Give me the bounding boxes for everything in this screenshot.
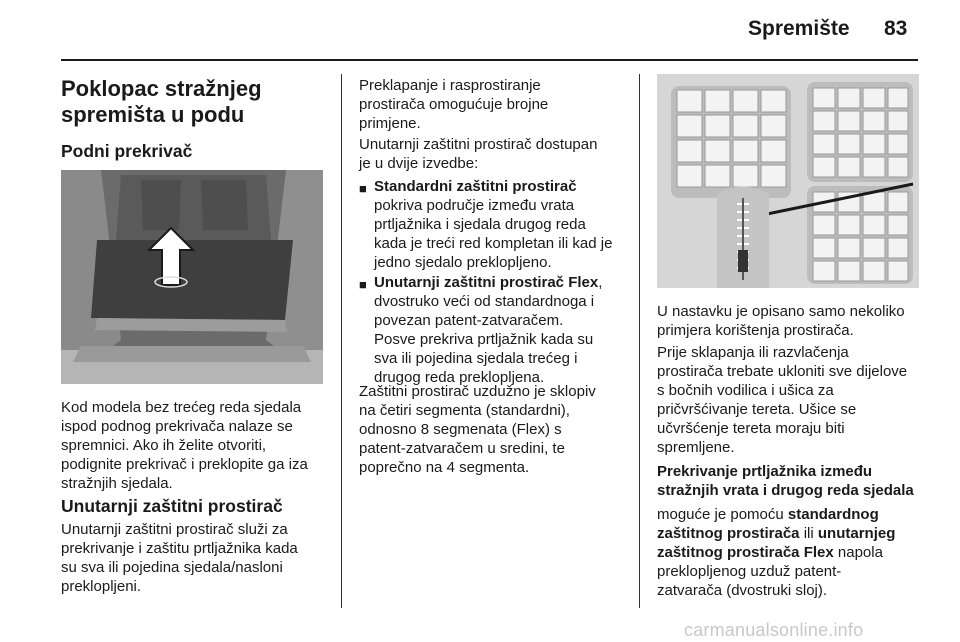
watermark: carmanualsonline.info	[684, 620, 864, 640]
paragraph-inner-mat: Unutarnji zaštitni prostirač služi za prekrivanje i zaštitu prtljažnika kada su sva ili pojedina sjedala/nasloni preklopljeni.	[61, 521, 298, 595]
paragraph-covering: moguće je pomoću standardnog zaštitnog prostirača ili unutarnjeg zaštitnog prostirača Flex napola preklopljenog uzduž patent- zatvarača (dvostruki sloj).	[657, 506, 896, 599]
mat-segments-illustration	[657, 74, 919, 288]
bold-heading-covering: Prekrivanje prtljažnika između stražnjih vrata i drugog reda sjedala	[657, 463, 914, 499]
section-heading: Poklopac stražnjeg spremišta u podu	[61, 76, 262, 127]
page-section-title: Spremište	[748, 17, 850, 40]
paragraph-versions: Unutarnji zaštitni prostirač dostupan je u dvije izvedbe:	[359, 136, 598, 172]
trunk-floor-photo	[61, 170, 323, 384]
subheading-floor-cover: Podni prekrivač	[61, 141, 193, 161]
paragraph-segments: Zaštitni prostirač uzdužno je sklopiv na četiri segmenta (standardni), odnosno 8 segmenata (Flex) s patent-zatvaračem u sredini, te poprečno na 4 segmenta.	[359, 383, 596, 476]
subheading-inner-mat: Unutarnji zaštitni prostirač	[61, 496, 283, 516]
bullet-symbol: ■	[359, 277, 367, 292]
bullet-symbol: ■	[359, 181, 367, 196]
column-divider-2	[639, 74, 640, 608]
column-divider-1	[341, 74, 342, 608]
bullet-flex-mat: ■ Unutarnji zaštitni prostirač Flex, dvostruko veći od standardnoga i povezan patent-zatvaračem. Posve prekriva prtljažnik kada su sva ili pojedina sjedala trećeg i drugog reda preklopljena.	[359, 274, 603, 386]
page-number: 83	[884, 17, 908, 40]
paragraph-folding: Preklapanje i rasprostiranje prostirača omogućuje brojne primjene.	[359, 77, 549, 132]
paragraph-before-folding: Prije sklapanja ili razvlačenja prostirača trebate ukloniti sve dijelove s bočnih vodilica i ušica za pričvršćivanje tereta. Ušice se učvršćenje tereta moraju biti spremljene.	[657, 344, 908, 456]
bullet-standard-mat: ■ Standardni zaštitni prostirač pokriva područje između vrata prtljažnika i sjedala drugog reda kada je treći red kompletan ili kad je jedno sjedalo preklopljeno.	[359, 178, 613, 271]
header-divider	[61, 59, 918, 61]
paragraph-examples: U nastavku je opisano samo nekoliko primjera korištenja prostirača.	[657, 303, 905, 339]
paragraph-floor-cover: Kod modela bez trećeg reda sjedala ispod podnog prekrivača nalaze se spremnici. Ako ih želite otvoriti, podignite prekrivač i preklopite ga iza stražnjih sjedala.	[61, 399, 308, 492]
